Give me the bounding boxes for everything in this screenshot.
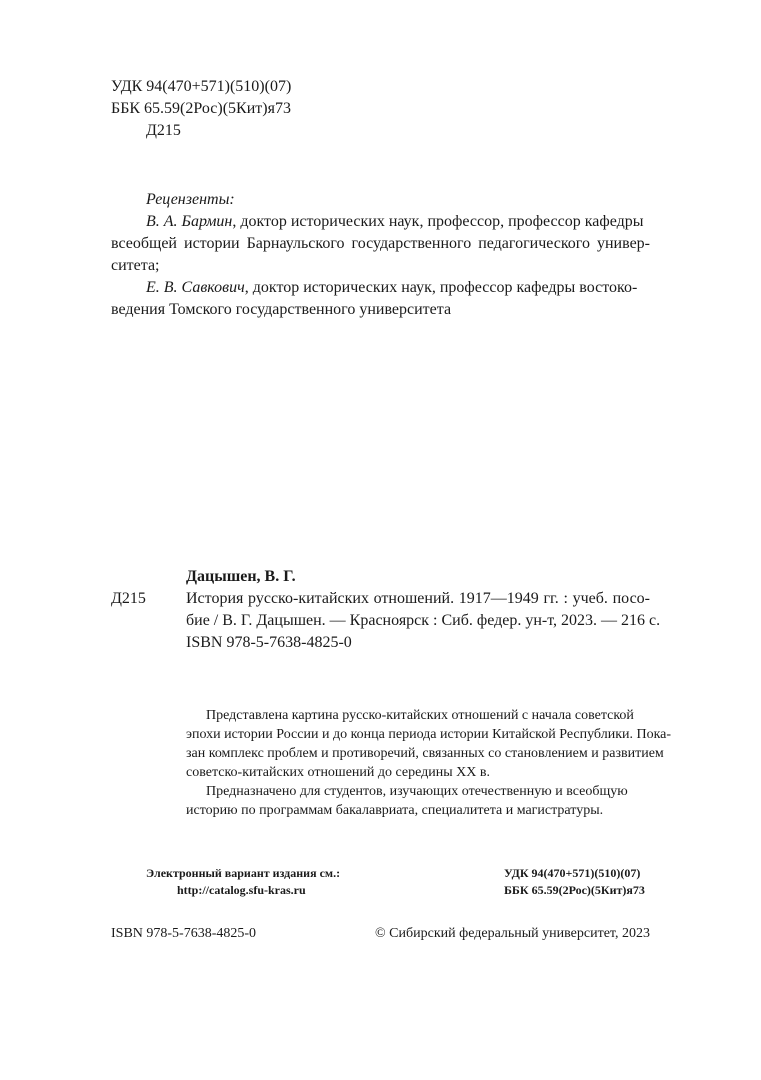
catalog-line-1: История русско-китайских отношений. 1917—1949 гг. : учеб. посо- xyxy=(186,590,650,607)
reviewer-2-desc: , доктор исторических наук, профессор кафедры востоко- xyxy=(244,279,638,296)
reviewers-title: Рецензенты: xyxy=(146,191,235,208)
bbk-code: ББК 65.59(2Рос)(5Кит)я73 xyxy=(111,100,291,117)
reviewer-1-name: В. А. Бармин xyxy=(146,213,233,230)
reviewer-1-line-3: ситета; xyxy=(111,257,160,274)
abstract-p1-line-2: эпохи истории России и до конца периода истории Китайской Республики. Пока- xyxy=(186,727,672,742)
catalog-line-2: бие / В. Г. Дацышен. — Красноярск : Сиб. федер. ун-т, 2023. — 216 с. xyxy=(186,612,661,629)
electronic-edition-label: Электронный вариант издания см.: xyxy=(146,866,341,880)
catalog-url[interactable]: http://catalog.sfu-kras.ru xyxy=(177,883,306,897)
footer-bbk: ББК 65.59(2Рос)(5Кит)я73 xyxy=(504,883,645,897)
copyright: © Сибирский федеральный университет, 2023 xyxy=(375,926,650,941)
abstract-p2-line-2: историю по программам бакалавриата, специалитета и магистратуры. xyxy=(186,803,604,818)
udk-code: УДК 94(470+571)(510)(07) xyxy=(111,78,292,95)
author-mark: Д215 xyxy=(146,122,181,139)
catalog-author: Дацышен, В. Г. xyxy=(186,568,296,585)
abstract-p1-line-1: Представлена картина русско-китайских отношений с начала советской xyxy=(206,708,634,723)
reviewer-2-line-2: ведения Томского государственного университета xyxy=(111,301,452,318)
abstract-p1-line-3: зан комплекс проблем и противоречий, связанных со становлением и развитием xyxy=(186,746,664,761)
reviewer-1-desc: , доктор исторических наук, профессор, профессор кафедры xyxy=(232,213,644,230)
reviewer-1-line-2: всеобщей истории Барнаульского государственного педагогического универ- xyxy=(111,235,650,252)
catalog-isbn: ISBN 978-5-7638-4825-0 xyxy=(186,634,352,651)
reviewer-2-name: Е. В. Савкович xyxy=(146,279,245,296)
footer-udk: УДК 94(470+571)(510)(07) xyxy=(504,866,641,880)
catalog-code: Д215 xyxy=(111,590,146,607)
abstract-p2-line-1: Предназначено для студентов, изучающих отечественную и всеобщую xyxy=(206,784,628,799)
bottom-isbn: ISBN 978-5-7638-4825-0 xyxy=(111,926,257,941)
reviewer-1-line-1 xyxy=(146,211,650,233)
reviewer-2-line-1 xyxy=(146,277,650,299)
abstract-p1-line-4: советско-китайских отношений до середины XX в. xyxy=(186,765,491,780)
